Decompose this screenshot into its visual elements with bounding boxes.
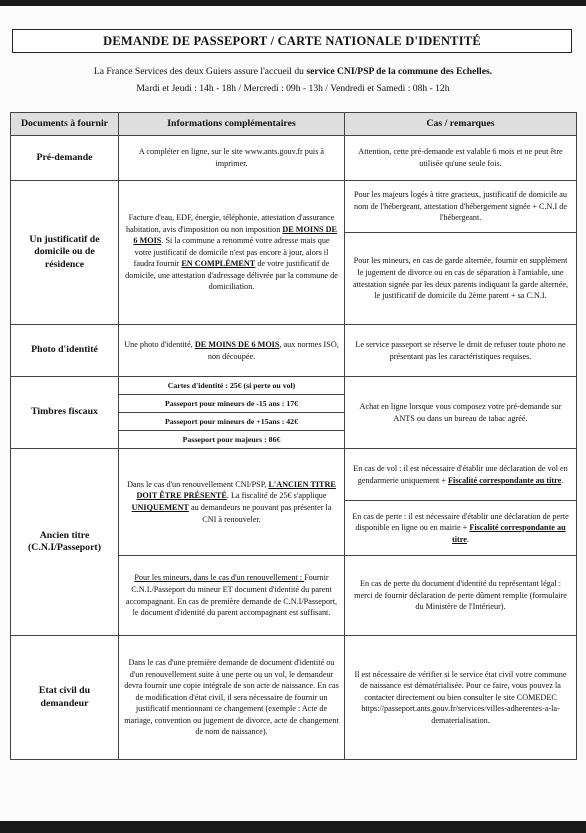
table-row-domicile (11, 181, 577, 233)
table-header-row (11, 113, 577, 136)
category-predemande: Pré-demande (11, 136, 119, 181)
info-ancien-part-5: au demandeurs ne pouvant pas présenter la CNI à renouveler. (188, 503, 332, 524)
info-ancien-mineurs (119, 556, 345, 636)
info-domicile-part-1: Facture d'eau, EDF, énergie, téléphonie, attestation d'assurance habitation, avis d'imposition ou non imposition (126, 212, 335, 234)
info-domicile-emphasis-1: DE MOINS DE 6 MOIS (133, 224, 337, 246)
opening-hours: Mardi et Jeudi : 14h - 18h / Mercredi : 09h - 13h / Vendredi et Samedi : 08h - 12h (136, 83, 450, 94)
category-domicile: Un justificatif de domicile ou de résidence (11, 181, 119, 325)
table-row-predemande (11, 136, 577, 181)
timbre-item: Passeport pour majeurs : 86€ (119, 431, 345, 449)
remark-ancien-vol (345, 449, 577, 501)
header-remarques: Cas / remarques (345, 113, 577, 136)
timbre-item: Passeport pour mineurs de +15ans : 42€ (119, 413, 345, 431)
header-informations: Informations complémentaires (119, 113, 345, 136)
info-photo-emphasis: DE MOINS DE 6 MOIS (194, 339, 280, 349)
remark-photo: Le service passeport se réserve le droit de refuser toute photo ne présentant pas les caractéristiques requises. (345, 325, 577, 377)
intro-line-1-bold: service CNI/PSP de la commune des Echelles. (306, 66, 493, 77)
info-domicile-part-3: . Si la commune a renommé votre adresse mais que votre justificatif de domicile n'est pas encore à jour, alors il faudra fournir (133, 236, 330, 269)
info-ancien-part-3: . La fiscalité de 25€ s'applique (226, 491, 327, 501)
category-etat-civil: Etat civil du demandeur (11, 636, 119, 760)
info-domicile-emphasis-2: EN COMPLÉMENT (181, 259, 256, 269)
remark-domicile-majeurs: Pour les majeurs logés à titre gracieux, justificatif de domicile au nom de l'hébergeant, attestation d'hébergement signée + C.N.I de l'hébergeant. (345, 181, 577, 233)
info-ancien-emphasis-1: L'ANCIEN TITRE DOIT ÊTRE PRÉSENTÉ (136, 479, 336, 501)
intro-line-1-start: La France Services des deux Guiers assure l'accueil du (93, 66, 307, 77)
remark-perte-emphasis: Fiscalité correspondante au titre (452, 523, 566, 544)
table-row-etatcivil (11, 636, 577, 760)
table-row-photo (11, 325, 577, 377)
category-timbres: Timbres fiscaux (11, 377, 119, 449)
info-etat-civil: Dans le cas d'une première demande de document d'identité ou d'un renouvellement suite à une perte ou un vol, le demandeur devra fournir une copie intégrale de son acte de naissance. En cas de modification d'état civil, il sera nécessaire de fournir un justificatif mentionnant ce changement (exemple : Acte de mariage, convention ou jugement de divorce, acte de changement de nom de naissance). (119, 636, 345, 760)
remark-domicile-mineurs: Pour les mineurs, en cas de garde alternée, fournir en supplément le jugement de divorce ou en cas de séparation à l'amiable, une attestation signée par les deux parents indiquant la garde alternée, le justificatif de domicile du 2ème parent + sa C.N.I. (345, 233, 577, 325)
info-domicile (119, 181, 345, 325)
document-title (12, 29, 572, 53)
remark-perte-part-1: En cas de perte : il est nécessaire d'établir une déclaration de perte disponible en ligne ou en mairie + (352, 511, 569, 533)
timbre-item: Cartes d'identité : 25€ (si perte ou vol) (119, 377, 345, 395)
info-photo (119, 325, 345, 377)
remark-perte-part-3: . (466, 534, 469, 544)
remark-vol-emphasis: Fiscalité correspondante au titre (448, 475, 562, 485)
info-photo-part-3: , aux normes ISO, non découpée. (207, 339, 339, 361)
header-documents: Documents à fournir (11, 113, 119, 136)
document-title-text: DEMANDE DE PASSEPORT / CARTE NATIONALE D'IDENTITÉ (103, 33, 481, 48)
table-row-ancien (11, 449, 577, 501)
category-ancien-titre: Ancien titre (C.N.I/Passeport) (11, 449, 119, 636)
intro-line-1 (10, 63, 576, 80)
table-row-timbres (11, 377, 577, 395)
info-photo-part-1: Une photo d'identité, (124, 339, 195, 349)
info-mineurs-text: Fournir C.N.I./Passeport du mineur ET document d'identité du parent accompagnant. En cas de première demande de C.N.I/Passeport, le document d'identité du parent accompagnant est suffisant. (125, 573, 338, 618)
remark-predemande: Attention, cette pré-demande est valable 6 mois et ne peut être utilisée qu'une seule fois. (345, 136, 577, 181)
info-ancien-renouvellement (119, 449, 345, 556)
info-mineurs-underlined: Pour les mineurs, dans le cas d'un renouvellement : (134, 573, 305, 583)
remark-ancien-representant: En cas de perte du document d'identité du représentant légal : merci de fournir déclaration de perte dûment remplie (formulaire du Ministère de l'Intérieur). (345, 556, 577, 636)
intro-text (10, 63, 576, 97)
scan-bottom-edge (0, 821, 586, 833)
requirements-table (10, 112, 577, 760)
timbre-item: Passeport pour mineurs de -15 ans : 17€ (119, 395, 345, 413)
info-predemande: A compléter en ligne, sur le site www.ants.gouv.fr puis à imprimer. (119, 136, 345, 181)
info-ancien-emphasis-2: UNIQUEMENT (131, 503, 189, 512)
info-domicile-part-5: de votre justificatif de domicile, une attestation d'adressage délivrée par la commune de domiciliation. (125, 259, 338, 292)
remark-vol-part-1: En cas de vol : il est nécessaire d'établir une déclaration de vol en gendarmerie uniquement + (353, 463, 568, 485)
category-photo: Photo d'identité (11, 325, 119, 377)
remark-etat-civil: Il est nécessaire de vérifier si le service état civil votre commune de naissance est dématérialisée. Pour ce faire, vous pouvez la contacter directement ou bien consulter le site COMEDEC https://passeport.ants.gouv.fr/services/villes-adherentes-a-la-dematerialisation. (345, 636, 577, 760)
remark-timbres: Achat en ligne lorsque vous composez votre pré-demande sur ANTS ou dans un bureau de tabac agréé. (345, 377, 577, 449)
info-ancien-part-1: Dans le cas d'un renouvellement CNI/PSP, (127, 479, 269, 489)
remark-ancien-perte (345, 501, 577, 556)
remark-vol-part-3: . (561, 475, 564, 485)
